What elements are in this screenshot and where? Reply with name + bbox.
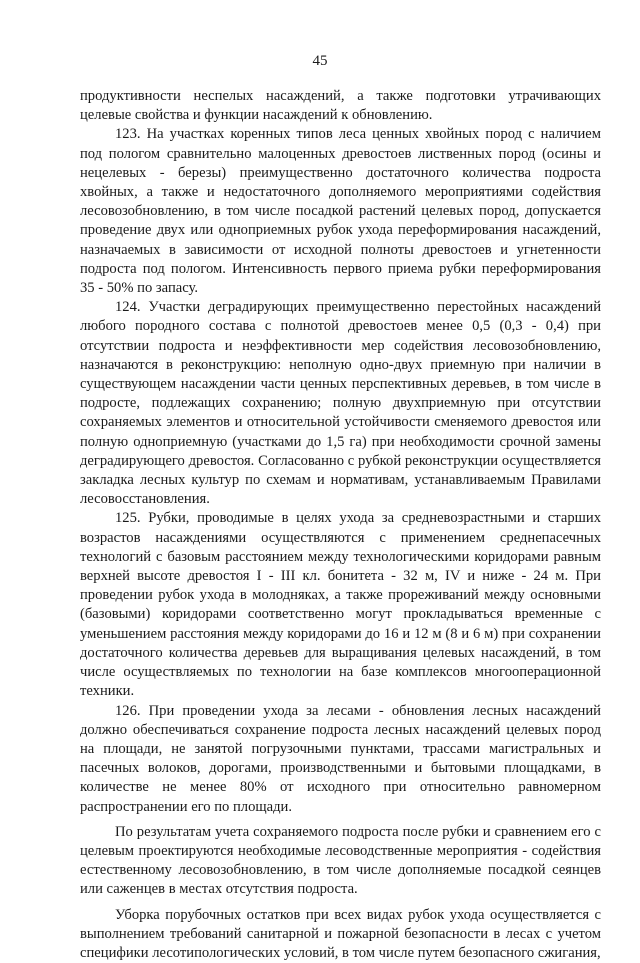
paragraph-slash-removal: Уборка порубочных остатков при всех видах рубок ухода осуществляется с выполнением требований санитарной и пожарной безопасности в лесах с учетом специфики лесотипологических условий, в том числе путем безопасного сжигания, — [80, 906, 601, 961]
document-body — [80, 87, 601, 963]
paragraph-undergrowth-results: По результатам учета сохраняемого подроста после рубки и сравнением его с целевым проектируются необходимые лесоводственные мероприятия - содействия естественному лесовозобновлению, в том числе дополняемые посадкой сеянцев или саженцев в местах отсутствия подроста. — [80, 823, 601, 898]
paragraph-123: 123. На участках коренных типов леса ценных хвойных пород с наличием под пологом сравнительно малоценных древостоев лиственных пород (осины и нецелевых - березы) преимущественно достаточного количества подроста хвойных, а также и недостаточного дополняемого мероприятиями содействия лесовозобновлению, в том числе посадкой растений целевых пород, допускается проведение двух или одноприемных рубок ухода переформирования насаждений, назначаемых в зависимости от исходной полноты древостоев и угнетенности подроста под пологом. Интенсивность первого приема рубки переформирования 35 - 50% по запасу. — [80, 126, 601, 297]
paragraph-124: 124. Участки деградирующих преимущественно перестойных насаждений любого породного состава с полнотой древостоев менее 0,5 (0,3 - 0,4) при отсутствии подроста и неэффективности мер содействия лесовозобновлению, назначаются в реконструкцию: неполную одно-двух приемную при наличии в существующем насаждении части ценных перспективных деревьев, в том числе в подросте, подлежащих сохранению; полную двухприемную при отсутствии сохраняемых элементов и относительной устойчивости сменяемого древостоя или полную одноприемную (участками до 1,5 га) при необходимости срочной замены деградирующего древостоя. Согласованно с рубкой реконструкции осуществляется закладка лесных культур по схемам и нормативам, устанавливаемым Правилами лесовосстановления. — [80, 299, 601, 508]
paragraph-126: 126. При проведении ухода за лесами - обновления лесных насаждений должно обеспечиваться сохранение подроста лесных насаждений целевых пород на площади, не занятой погрузочными пунктами, трассами магистральных и пасечных волоков, дорогами, производственными и бытовыми площадками, в количестве не менее 80% от исходного при относительно равномерном распространении его по площади. — [80, 702, 601, 815]
paragraph-125: 125. Рубки, проводимые в целях ухода за средневозрастными и старших возрастов насаждениями осуществляются с применением среднепасечных технологий с базовым расстоянием между технологическими коридорами равным верхней высоте древостоя I - III кл. бонитета - 32 м, IV и ниже - 24 м. При проведении рубок ухода в молодняках, а также прореживаний между основными (базовыми) коридорами соответственно могут прокладываться временные с уменьшением расстояния между коридорами до 16 и 12 м (8 и 6 м) при сохранении достаточного количества деревьев для выращивания целевых насаждений, в том числе осуществляемых по технологии на базе комплексов многооперационной техники. — [80, 510, 601, 700]
page-number: 45 — [312, 53, 328, 69]
paragraph-continuation: продуктивности неспелых насаждений, а также подготовки утрачивающих целевые свойства и функции насаждений к обновлению. — [80, 88, 601, 124]
